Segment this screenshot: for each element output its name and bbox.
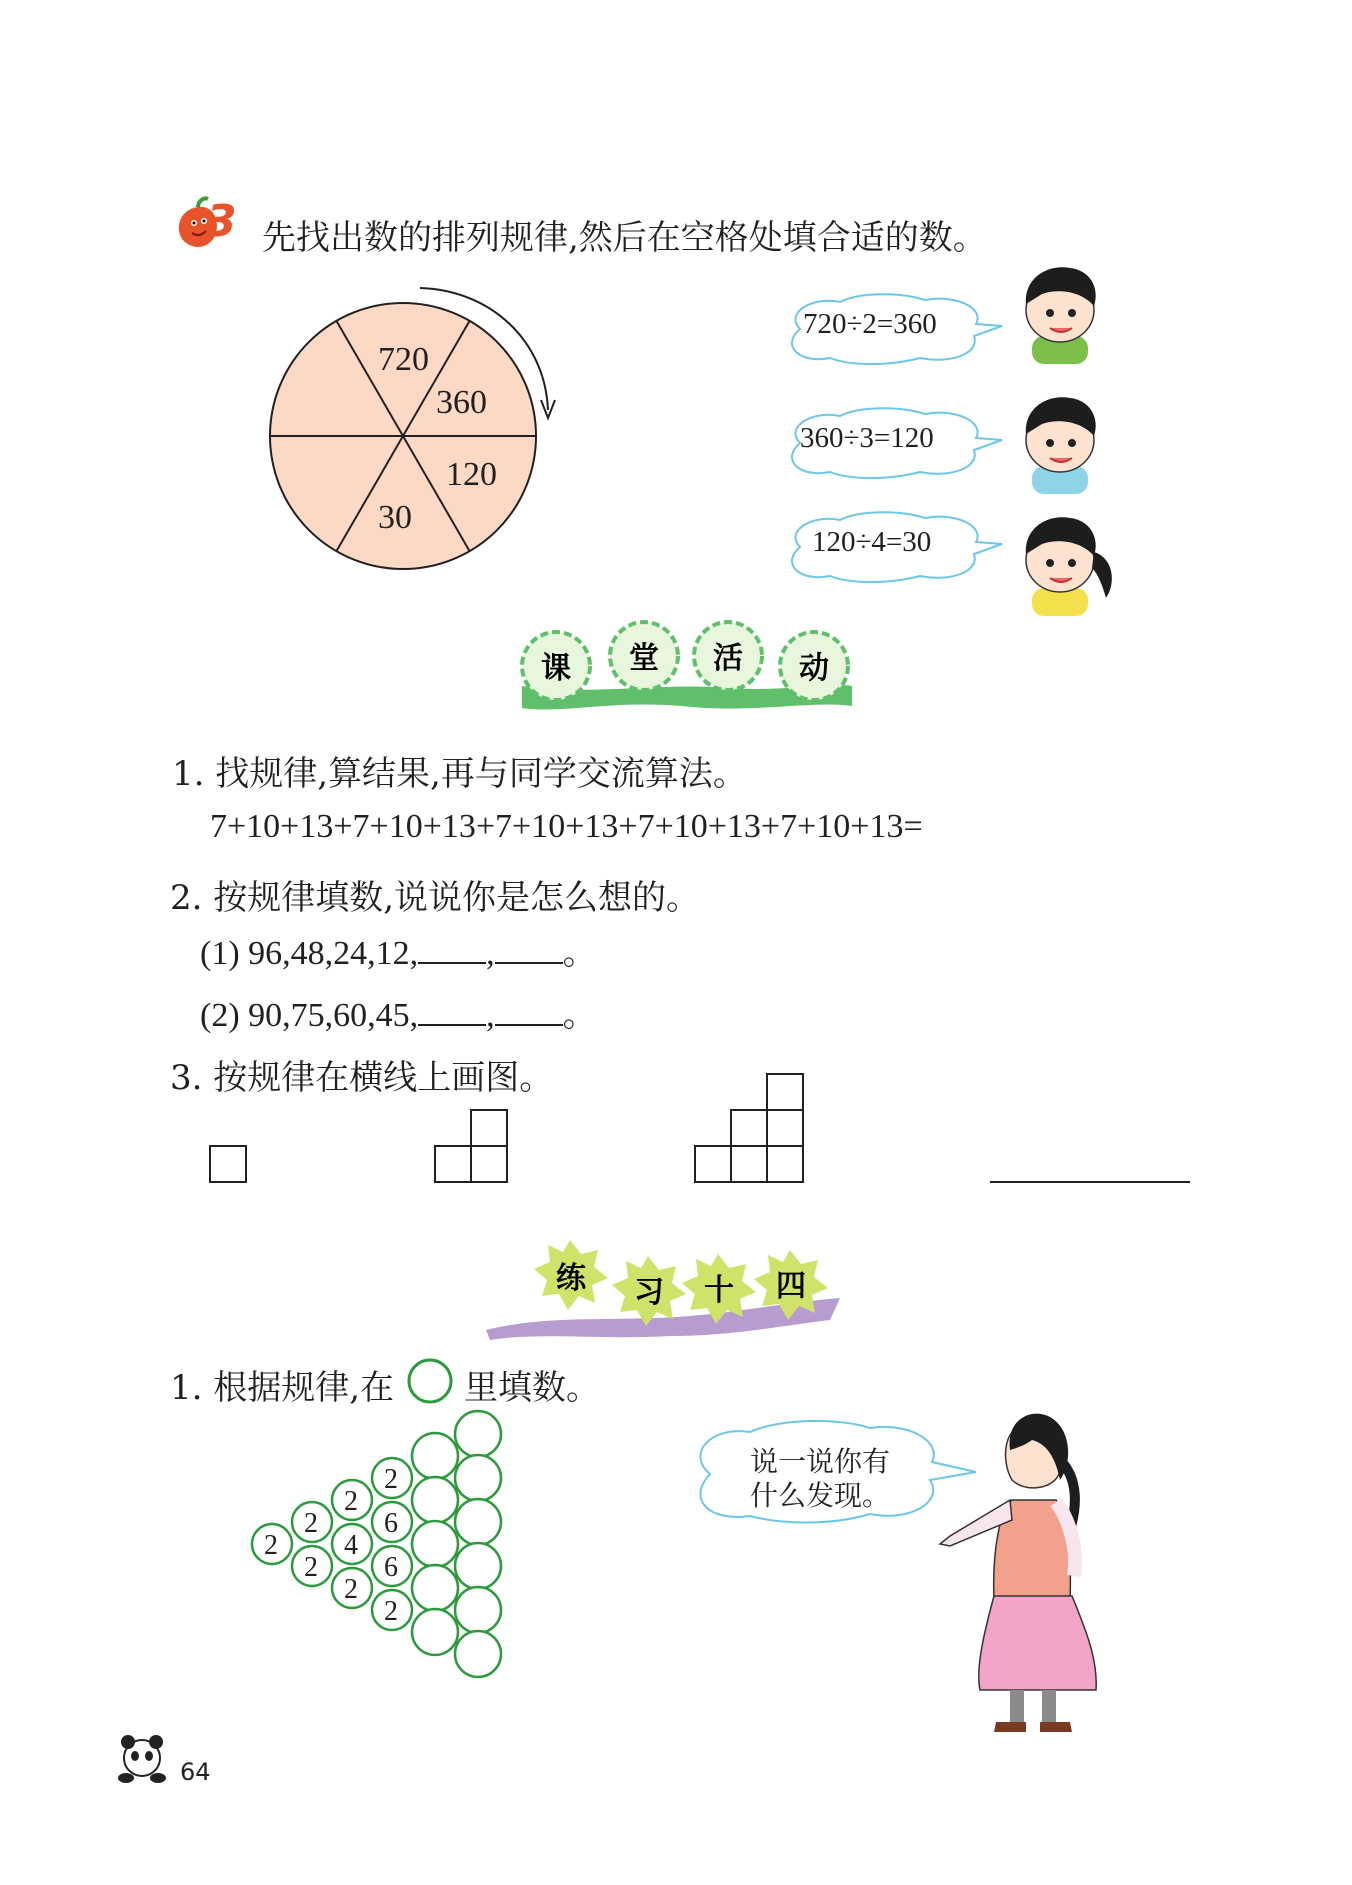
pyramid-answer-circle[interactable] [455, 1543, 501, 1589]
answer-blank[interactable] [418, 996, 486, 1026]
pyramid-answer-circle[interactable] [455, 1631, 501, 1677]
exercise-banner [480, 1232, 860, 1362]
activity-char-2: 堂 [629, 641, 659, 676]
activity-char-3: 活 [713, 641, 743, 676]
pyramid-answer-circle[interactable] [412, 1477, 458, 1523]
pyramid-value: 2 [344, 1574, 358, 1605]
answer-blank[interactable] [495, 934, 563, 964]
exercise-q1-prefix: 1. 根据规律,在 [170, 1368, 395, 1408]
pyramid-answer-circle[interactable] [455, 1411, 501, 1457]
panda-icon [112, 1728, 172, 1788]
square-cell [210, 1146, 246, 1182]
exercise-char-3: 十 [704, 1273, 734, 1308]
pyramid-value: 4 [344, 1530, 358, 1561]
item-end: 。 [562, 997, 597, 1034]
pyramid-answer-circle[interactable] [455, 1499, 501, 1545]
exercise-char-2: 习 [634, 1275, 664, 1310]
item-sequence: 90,75,60,45, [248, 997, 419, 1034]
square-cell [767, 1146, 803, 1182]
activity-char-4: 动 [799, 651, 829, 686]
pyramid-answer-circle[interactable] [412, 1433, 458, 1479]
item-sequence: 96,48,24,12, [248, 935, 419, 972]
pyramid-answer-circle[interactable] [412, 1565, 458, 1611]
square-cell [767, 1110, 803, 1146]
boy-avatar [1010, 388, 1110, 498]
item-end: 。 [562, 935, 597, 972]
exercise-char-1: 练 [556, 1261, 586, 1296]
activity-q1-expression: 7+10+13+7+10+13+7+10+13+7+10+13+7+10+13= [210, 808, 923, 845]
answer-blank[interactable] [495, 996, 563, 1026]
wheel-value-30: 30 [378, 499, 412, 536]
square-cell [695, 1146, 731, 1182]
example-instruction: 先找出数的排列规律,然后在空格处填合适的数。 [262, 218, 987, 258]
bubble-text-1: 720÷2=360 [803, 308, 937, 340]
pyramid-answer-circle[interactable] [412, 1609, 458, 1655]
boy-avatar [1010, 258, 1110, 368]
pyramid-value: 2 [344, 1486, 358, 1517]
number-pyramid [240, 1404, 520, 1694]
pyramid-value: 2 [384, 1596, 398, 1627]
teacher-bubble-line-2: 什么发现。 [750, 1479, 891, 1512]
example-number: 3 [206, 196, 237, 247]
item-separator: , [486, 935, 495, 972]
wheel-value-360: 360 [436, 384, 487, 421]
wheel-value-720: 720 [378, 341, 429, 378]
activity-q2-item-2 [200, 987, 597, 1036]
pyramid-answer-circle[interactable] [455, 1455, 501, 1501]
girl-avatar [1010, 508, 1130, 618]
item-label: (1) [200, 935, 240, 972]
pyramid-value: 2 [384, 1464, 398, 1495]
teacher-illustration [920, 1400, 1160, 1740]
item-label: (2) [200, 997, 240, 1034]
pyramid-value: 2 [264, 1530, 278, 1561]
square-cell [731, 1110, 767, 1146]
square-pattern [200, 1070, 1200, 1200]
square-cell [767, 1074, 803, 1110]
answer-blank[interactable] [418, 934, 486, 964]
pyramid-answer-circle[interactable] [412, 1521, 458, 1567]
pyramid-value: 6 [384, 1552, 398, 1583]
square-cell [471, 1146, 507, 1182]
activity-q3-title: 3. 按规律在横线上画图。 [170, 1058, 554, 1098]
bubble-text-2: 360÷3=120 [800, 422, 934, 454]
square-cell [435, 1146, 471, 1182]
bubble-text-3: 120÷4=30 [812, 526, 932, 558]
pyramid-value: 2 [304, 1508, 318, 1539]
number-wheel [250, 280, 610, 620]
activity-banner [512, 622, 872, 732]
wheel-value-120: 120 [446, 456, 497, 493]
page-number: 64 [180, 1758, 211, 1786]
teacher-bubble-line-1: 说一说你有 [750, 1445, 891, 1478]
activity-q2-item-1 [200, 925, 597, 974]
square-cell [471, 1110, 507, 1146]
activity-q1-title: 1. 找规律,算结果,再与同学交流算法。 [172, 754, 747, 794]
activity-char-1: 课 [541, 651, 571, 686]
item-separator: , [486, 997, 495, 1034]
activity-q2-title: 2. 按规律填数,说说你是怎么想的。 [170, 878, 701, 918]
pyramid-value: 2 [304, 1552, 318, 1583]
exercise-char-4: 四 [776, 1269, 806, 1304]
square-cell [731, 1146, 767, 1182]
pyramid-value: 6 [384, 1508, 398, 1539]
inline-circle-icon [405, 1356, 455, 1406]
exercise-q1-suffix: 里填数。 [464, 1368, 600, 1408]
pyramid-answer-circle[interactable] [455, 1587, 501, 1633]
